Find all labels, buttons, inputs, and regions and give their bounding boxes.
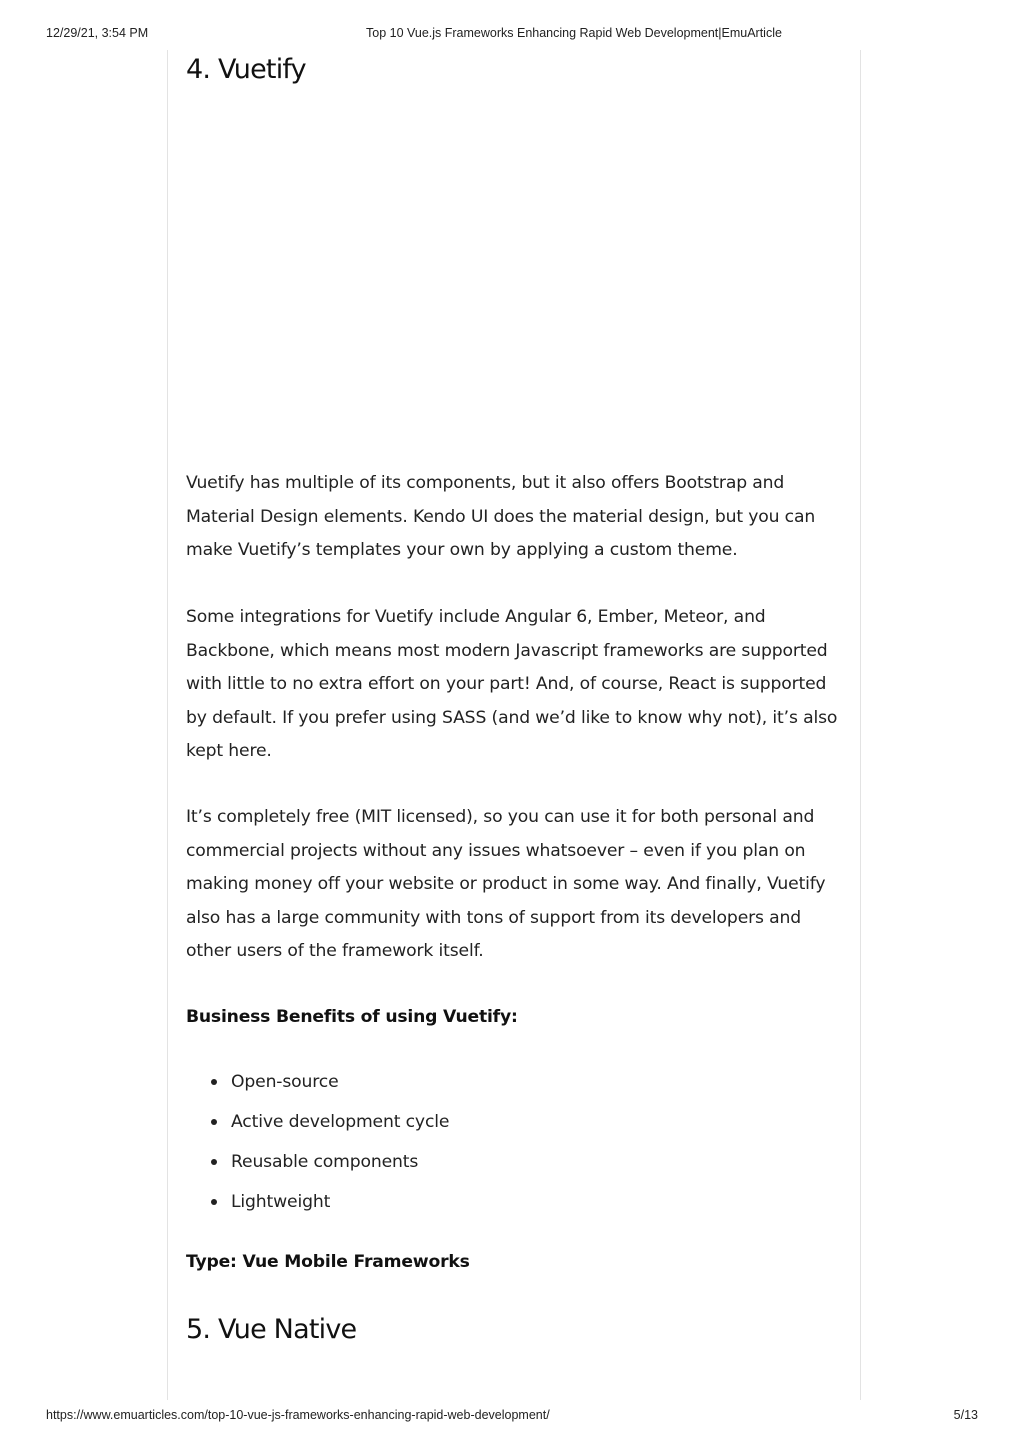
list-item xyxy=(186,1109,449,1149)
benefit-label: Open-source xyxy=(231,1072,339,1092)
paragraph-vuetify-license: It’s completely free (MIT licensed), so you can use it for both personal and commercial projects without any issues whatsoever – even if you plan on making money off your website or product in some way. And finally, Vuetify also has a large community with tons of support from its developers and other users of the framework itself. xyxy=(186,807,826,962)
print-page-number: 5/13 xyxy=(953,1408,978,1422)
benefit-label: Lightweight xyxy=(231,1192,331,1212)
list-item xyxy=(186,1069,449,1109)
bullet-icon xyxy=(211,1159,217,1165)
section-heading-vue-native: 5. Vue Native xyxy=(186,1314,357,1345)
print-datetime: 12/29/21, 3:54 PM xyxy=(46,26,149,40)
section-heading-vuetify: 4. Vuetify xyxy=(186,54,306,85)
bullet-icon xyxy=(211,1119,217,1125)
print-header xyxy=(0,26,1024,42)
print-footer xyxy=(0,1408,1024,1424)
benefits-heading: Business Benefits of using Vuetify: xyxy=(186,1007,518,1027)
list-item xyxy=(186,1189,449,1229)
framework-type-line: Type: Vue Mobile Frameworks xyxy=(186,1252,470,1272)
paragraph-vuetify-integrations: Some integrations for Vuetify include Angular 6, Ember, Meteor, and Backbone, which means most modern Javascript frameworks are supported with little to no extra effort on your part! And, of course, React is supported by default. If you prefer using SASS (and we’d like to know why not), it’s also kept here. xyxy=(186,607,838,762)
benefit-label: Active development cycle xyxy=(231,1112,450,1132)
benefits-list xyxy=(186,1069,449,1229)
embedded-media-placeholder xyxy=(186,110,836,480)
benefit-label: Reusable components xyxy=(231,1152,419,1172)
print-page-title: Top 10 Vue.js Frameworks Enhancing Rapid Web Development|EmuArticle xyxy=(366,26,782,40)
list-item xyxy=(186,1149,449,1189)
bullet-icon xyxy=(211,1199,217,1205)
paragraph-vuetify-intro: Vuetify has multiple of its components, but it also offers Bootstrap and Material Design elements. Kendo UI does the material design, but you can make Vuetify’s templates your own by applying a custom theme. xyxy=(186,473,816,561)
print-page-url: https://www.emuarticles.com/top-10-vue-js-frameworks-enhancing-rapid-web-development/ xyxy=(46,1408,550,1422)
bullet-icon xyxy=(211,1079,217,1085)
